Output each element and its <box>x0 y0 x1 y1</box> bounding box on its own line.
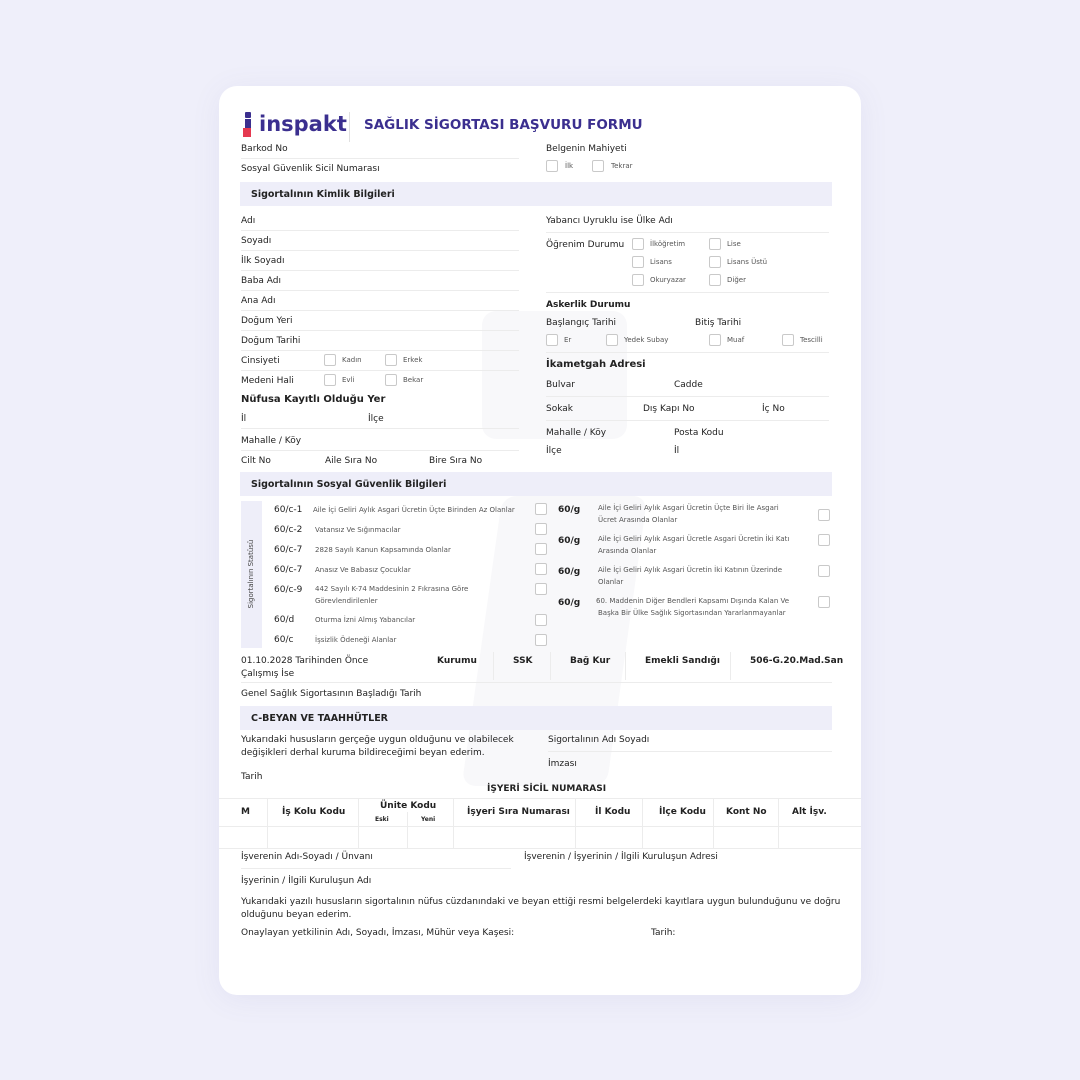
sigortali-ad-label: Sigortalının Adı Soyadı <box>548 735 650 745</box>
baba-adi-label: Baba Adı <box>241 276 281 286</box>
col-ilkodu: İl Kodu <box>595 807 631 817</box>
bekar-checkbox[interactable] <box>385 374 397 386</box>
once-label: 01.10.2028 Tarihinden Önce <box>241 656 369 666</box>
status-text: Aile İçi Geliri Aylık Asgari Ücretle Asgari Ücretin İki Katı <box>598 535 790 543</box>
bitis-label: Bitiş Tarihi <box>695 318 742 328</box>
field-line <box>241 428 519 429</box>
ilk-label: İlk <box>565 162 574 170</box>
erkek-checkbox[interactable] <box>385 354 397 366</box>
il-label: İl <box>241 414 247 424</box>
onay-label: Onaylayan yetkilinin Adı, Soyadı, İmzası, Mühür veya Kaşesi: <box>241 928 515 938</box>
col-unite: Ünite Kodu <box>380 801 437 811</box>
status-code: 60/c-7 <box>274 565 303 575</box>
status-checkbox[interactable] <box>818 565 830 577</box>
table-divider <box>778 798 779 848</box>
okuryazar-label: Okuryazar <box>650 276 686 284</box>
status-text: Oturma İzni Almış Yabancılar <box>315 616 416 624</box>
nufus-title: Nüfusa Kayıtlı Olduğu Yer <box>241 394 386 405</box>
status-checkbox[interactable] <box>535 614 547 626</box>
ic-no-label: İç No <box>762 404 785 414</box>
status-text-2: Arasında Olanlar <box>598 547 657 555</box>
divider <box>493 652 494 680</box>
dogum-tarihi-label: Doğum Tarihi <box>241 336 301 346</box>
col-altisv: Alt İşv. <box>792 807 827 817</box>
status-code: 60/g <box>558 536 581 546</box>
lise-checkbox[interactable] <box>709 238 721 250</box>
field-line <box>241 682 832 683</box>
status-checkbox[interactable] <box>535 543 547 555</box>
bekar-label: Bekar <box>403 376 424 384</box>
posta-label: Posta Kodu <box>674 428 724 438</box>
form-title: SAĞLIK SİGORTASI BAŞVURU FORMU <box>364 117 643 133</box>
ilk-checkbox[interactable] <box>546 160 558 172</box>
askerlik-label: Askerlik Durumu <box>546 300 631 310</box>
soyadi-label: Soyadı <box>241 236 272 246</box>
yedek-label: Yedek Subay <box>624 336 669 344</box>
status-code: 60/c-7 <box>274 545 303 555</box>
medeni-label: Medeni Hali <box>241 376 294 386</box>
brand-name: inspakt <box>259 112 347 136</box>
status-code: 60/g <box>558 505 581 515</box>
kurulus-ad-label: İşyerinin / İlgili Kuruluşun Adı <box>241 876 372 886</box>
status-text: Aile İçi Geliri Aylık Asgari Ücretin Üçte Birinden Az Olanlar <box>313 506 515 514</box>
dogum-yeri-label: Doğum Yeri <box>241 316 293 326</box>
ikamet-title: İkametgah Adresi <box>546 359 646 370</box>
isyeri-title: İŞYERİ SİCİL NUMARASI <box>487 784 607 794</box>
ilce-label: İlçe <box>368 414 384 424</box>
field-line <box>241 350 519 351</box>
field-line <box>241 250 519 251</box>
lisans-ustu-label: Lisans Üstü <box>727 258 768 266</box>
lisans-checkbox[interactable] <box>632 256 644 268</box>
il2-label: İl <box>674 446 680 456</box>
statu-sidebar <box>241 501 262 648</box>
table-divider <box>713 798 714 848</box>
mahalle-label: Mahalle / Köy <box>241 436 302 446</box>
status-checkbox[interactable] <box>818 596 830 608</box>
divider <box>550 652 551 680</box>
field-line <box>241 270 519 271</box>
final-text-2: olduğunu beyan ederim. <box>241 910 352 920</box>
status-text-2: Olanlar <box>598 578 624 586</box>
cinsiyet-label: Cinsiyeti <box>241 356 280 366</box>
section-sosyal-header: Sigortalının Sosyal Güvenlik Bilgileri <box>240 472 832 496</box>
table-line <box>219 826 861 827</box>
status-text: İşsizlik Ödeneği Alanlar <box>315 636 397 644</box>
kurumu-label: Kurumu <box>437 656 477 666</box>
adi-label: Adı <box>241 216 256 226</box>
barkod-label: Barkod No <box>241 144 288 154</box>
divider <box>730 652 731 680</box>
table-divider <box>267 798 268 848</box>
section-beyan-header: C-BEYAN VE TAAHHÜTLER <box>240 706 832 730</box>
col-iskolu: İş Kolu Kodu <box>282 807 346 817</box>
beyan-text-2: değişikleri derhal kuruma bildireceğimi beyan ederim. <box>241 748 485 758</box>
inspakt-logo-icon <box>243 112 253 138</box>
status-text: 442 Sayılı K-74 Maddesinin 2 Fıkrasına Göre <box>315 585 469 593</box>
status-code: 60/c-1 <box>274 505 303 515</box>
gss-label: Genel Sağlık Sigortasının Başladığı Tarih <box>241 689 422 699</box>
table-divider <box>358 798 359 848</box>
status-text: Aile İçi Geliri Aylık Asgari Ücretin Üçte Biri İle Asgari <box>598 504 779 512</box>
status-checkbox[interactable] <box>818 534 830 546</box>
field-line <box>241 868 511 869</box>
table-divider <box>453 798 454 848</box>
tekrar-checkbox[interactable] <box>592 160 604 172</box>
emekli-label: Emekli Sandığı <box>645 656 720 666</box>
cadde-label: Cadde <box>674 380 703 390</box>
field-line <box>546 352 829 353</box>
diger-label: Diğer <box>727 276 746 284</box>
tescilli-checkbox[interactable] <box>782 334 794 346</box>
col-yeni: Yeni <box>421 816 436 823</box>
status-text: Vatansız Ve Sığınmacılar <box>315 526 401 534</box>
lise-label: Lise <box>727 240 741 248</box>
ana-adi-label: Ana Adı <box>241 296 276 306</box>
ogrenim-label: Öğrenim Durumu <box>546 240 625 250</box>
col-eski: Eski <box>375 816 389 823</box>
field-line <box>241 230 519 231</box>
field-line <box>546 232 829 233</box>
sgk-no-label: Sosyal Güvenlik Sicil Numarası <box>241 164 380 174</box>
isveren-adres-label: İşverenin / İşyerinin / İlgili Kuruluşun Adresi <box>524 852 718 862</box>
status-text: Aile İçi Geliri Aylık Asgari Ücretin İki Katının Üzerinde <box>598 566 783 574</box>
once-label-2: Çalışmış İse <box>241 669 295 679</box>
status-checkbox[interactable] <box>535 503 547 515</box>
status-text-2: Görevlendirilenler <box>315 597 378 605</box>
status-code: 60/g <box>558 567 581 577</box>
ilkogretim-checkbox[interactable] <box>632 238 644 250</box>
status-checkbox[interactable] <box>818 509 830 521</box>
madde-label: 506-G.20.Mad.San <box>750 656 844 666</box>
er-label: Er <box>564 336 572 344</box>
field-line <box>241 450 519 451</box>
field-line <box>241 290 519 291</box>
okuryazar-checkbox[interactable] <box>632 274 644 286</box>
status-checkbox[interactable] <box>535 563 547 575</box>
tekrar-label: Tekrar <box>611 162 633 170</box>
status-code: 60/g <box>558 598 581 608</box>
mahalle-koy-label: Mahalle / Köy <box>546 428 607 438</box>
imza-label: İmzası <box>548 759 577 769</box>
muaf-label: Muaf <box>727 336 745 344</box>
belge-label: Belgenin Mahiyeti <box>546 144 627 154</box>
col-m: M <box>241 807 250 817</box>
evli-label: Evli <box>342 376 355 384</box>
status-code: 60/c-9 <box>274 585 303 595</box>
table-line <box>219 848 861 849</box>
tescilli-label: Tescilli <box>800 336 823 344</box>
status-checkbox[interactable] <box>535 634 547 646</box>
ssk-label: SSK <box>513 656 533 666</box>
form-card <box>219 86 861 995</box>
statu-label: Sigortalının Statüsü <box>247 539 255 609</box>
tarih-label: Tarih <box>241 772 263 782</box>
ilce2-label: İlçe <box>546 446 562 456</box>
tarih2-label: Tarih: <box>651 928 676 938</box>
divider <box>625 652 626 680</box>
final-text-1: Yukarıdaki yazılı hususların sigortalının nüfus cüzdanındaki ve beyan ettiği resmi belgelerdeki kayıtlara uygun bulunduğunu ve doğru <box>241 897 841 907</box>
yedek-checkbox[interactable] <box>606 334 618 346</box>
col-ilcekodu: İlçe Kodu <box>659 807 706 817</box>
evli-checkbox[interactable] <box>324 374 336 386</box>
divider <box>349 112 350 142</box>
bagkur-label: Bağ Kur <box>570 656 611 666</box>
cilt-label: Cilt No <box>241 456 271 466</box>
kadin-label: Kadın <box>342 356 362 364</box>
field-line <box>546 396 829 397</box>
col-sira: İşyeri Sıra Numarası <box>467 807 570 817</box>
bulvar-label: Bulvar <box>546 380 575 390</box>
table-divider <box>642 798 643 848</box>
lisans-label: Lisans <box>650 258 672 266</box>
yabanci-label: Yabancı Uyruklu ise Ülke Adı <box>546 216 673 226</box>
table-line <box>219 798 861 799</box>
aile-label: Aile Sıra No <box>325 456 378 466</box>
ilk-soyadi-label: İlk Soyadı <box>241 256 285 266</box>
status-text: 2828 Sayılı Kanun Kapsamında Olanlar <box>315 546 451 554</box>
field-line <box>548 751 832 752</box>
status-text-2: Ücret Arasında Olanlar <box>598 516 678 524</box>
erkek-label: Erkek <box>403 356 423 364</box>
section-kimlik-header: Sigortalının Kimlik Bilgileri <box>240 182 832 206</box>
status-text-2: Başka Bir Ülke Sağlık Sigortasından Yararlanmayanlar <box>598 609 786 617</box>
lisans-ustu-checkbox[interactable] <box>709 256 721 268</box>
dis-kapi-label: Dış Kapı No <box>643 404 695 414</box>
status-text: 60. Maddenin Diğer Bendleri Kapsamı Dışında Kalan Ve <box>596 597 790 605</box>
table-divider <box>407 812 408 848</box>
field-line <box>241 330 519 331</box>
status-code: 60/c <box>274 635 294 645</box>
diger-checkbox[interactable] <box>709 274 721 286</box>
status-text: Anasız Ve Babasız Çocuklar <box>315 566 411 574</box>
status-code: 60/c-2 <box>274 525 303 535</box>
field-line <box>546 420 829 421</box>
er-checkbox[interactable] <box>546 334 558 346</box>
status-checkbox[interactable] <box>535 523 547 535</box>
table-divider <box>575 798 576 848</box>
baslangic-label: Başlangıç Tarihi <box>546 318 617 328</box>
sokak-label: Sokak <box>546 404 573 414</box>
field-line <box>241 370 519 371</box>
bire-label: Bire Sıra No <box>429 456 483 466</box>
muaf-checkbox[interactable] <box>709 334 721 346</box>
ilkogretim-label: İlköğretim <box>650 240 686 248</box>
col-kont: Kont No <box>726 807 767 817</box>
beyan-text-1: Yukarıdaki hususların gerçeğe uygun olduğunu ve olabilecek <box>241 735 514 745</box>
status-checkbox[interactable] <box>535 583 547 595</box>
field-line <box>241 158 519 159</box>
isveren-ad-label: İşverenin Adı-Soyadı / Ünvanı <box>241 852 373 862</box>
field-line <box>546 292 829 293</box>
kadin-checkbox[interactable] <box>324 354 336 366</box>
status-code: 60/d <box>274 615 295 625</box>
field-line <box>241 310 519 311</box>
